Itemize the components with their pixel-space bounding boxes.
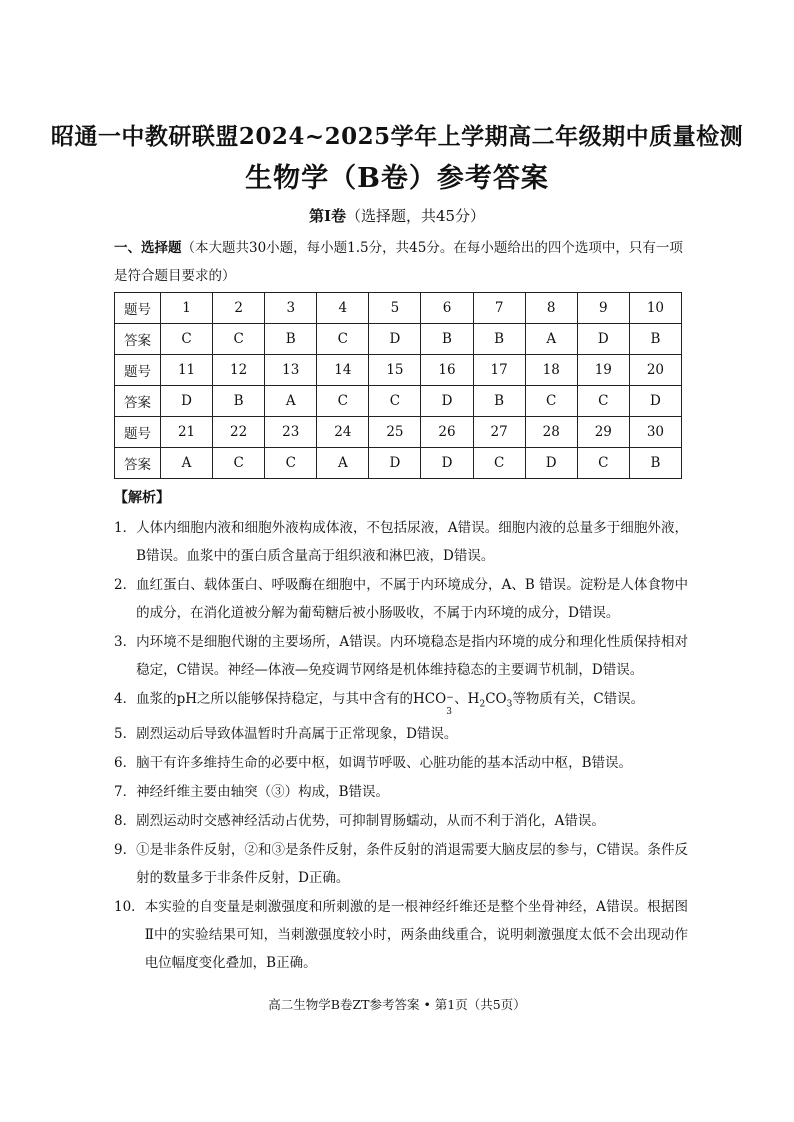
question-number-cell: 2 (213, 293, 265, 324)
answer-cell: B (473, 324, 525, 355)
item-text: 人体内细胞内液和细胞外液构成体液，不包括尿液，A错误。细胞内液的总量多于细胞外液，B错误。血浆中的蛋白质含量高于组织液和淋巴液，D错误。 (136, 520, 688, 564)
answer-cell: A (161, 448, 213, 479)
answer-cell: C (317, 324, 369, 355)
question-number-row (115, 355, 682, 386)
answer-label-cell: 答案 (115, 448, 161, 479)
question-number-cell: 24 (317, 417, 369, 448)
answer-cell: C (577, 386, 629, 417)
superscript: − (446, 693, 454, 703)
question-number-cell: 7 (473, 293, 525, 324)
question-number-cell: 25 (369, 417, 421, 448)
item-text (136, 685, 688, 719)
question-number-cell: 23 (265, 417, 317, 448)
item-text-part: 等物质有关，C错误。 (512, 691, 645, 707)
question-number-cell: 29 (577, 417, 629, 448)
item-number: 10． (114, 898, 145, 915)
answer-cell: D (369, 324, 421, 355)
analysis-item-10 (114, 893, 688, 977)
analysis-item-5 (114, 720, 688, 748)
question-number-cell: 20 (629, 355, 681, 386)
answer-cell: D (421, 448, 473, 479)
item-text-part: 、H (454, 691, 480, 707)
answer-cell: D (161, 386, 213, 417)
analysis-item-2 (114, 571, 688, 627)
item-text: 本实验的自变量是刺激强度和所刺激的是一根神经纤维还是整个坐骨神经，A错误。根据图Ⅱ中的实验结果可知，当刺激强度较小时，两条曲线重合，说明刺激强度太低不会出现动作电位幅度变化叠加，B正确。 (144, 898, 688, 971)
question-number-cell: 16 (421, 355, 473, 386)
item-text: 血红蛋白、载体蛋白、呼吸酶在细胞中，不属于内环境成分，A、B 错误。淀粉是人体食物中的成分，在消化道被分解为葡萄糖后被小肠吸收，不属于内环境的成分，D错误。 (136, 577, 688, 621)
question-number-row (115, 293, 682, 324)
item-number: 1． (114, 520, 137, 536)
answer-cell: D (369, 448, 421, 479)
analysis-list (114, 514, 688, 978)
analysis-item-3 (114, 628, 688, 684)
question-number-cell: 15 (369, 355, 421, 386)
answer-cell: B (213, 386, 265, 417)
item-number: 2． (114, 577, 137, 593)
answer-cell: C (317, 386, 369, 417)
answer-cell: A (317, 448, 369, 479)
question-number-cell: 5 (369, 293, 421, 324)
question-number-cell: 12 (213, 355, 265, 386)
answer-label-cell: 答案 (115, 324, 161, 355)
answer-cell: C (161, 324, 213, 355)
item-text: ①是非条件反射，②和③是条件反射，条件反射的消退需要大脑皮层的参与，C错误。条件反射的数量多于非条件反射，D正确。 (136, 841, 688, 886)
section-instructions-text: （本大题共30小题，每小题1.5分，共45分。在每小题给出的四个选项中，只有一项是符合题目要求的） (114, 240, 683, 284)
analysis-item-4 (114, 685, 688, 719)
answer-cell: C (213, 324, 265, 355)
question-number-cell: 14 (317, 355, 369, 386)
item-number: 9． (114, 841, 137, 858)
subscript: 3 (446, 707, 452, 717)
answer-cell: D (525, 448, 577, 479)
question-number-cell: 6 (421, 293, 473, 324)
answer-label-cell: 答案 (115, 386, 161, 417)
exam-title: 昭通一中教研联盟2024~2025学年上学期高二年级期中质量检测 (50, 123, 744, 150)
subscript: 2 (479, 699, 486, 710)
answer-cell: C (213, 448, 265, 479)
question-number-cell: 8 (525, 293, 577, 324)
question-number-cell: 17 (473, 355, 525, 386)
question-number-cell: 26 (421, 417, 473, 448)
answer-cell: B (629, 448, 681, 479)
section-heading: 一、选择题 (114, 240, 182, 256)
item-text: 内环境不是细胞代谢的主要场所，A错误。内环境稳态是指内环境的成分和理化性质保持相对稳定，C错误。神经—体液—免疫调节网络是机体维持稳态的主要调节机制，D错误。 (136, 634, 688, 678)
analysis-item-7 (114, 778, 688, 806)
page-footer: 高二生物学B卷ZT参考答案 • 第1页（共5页） (268, 997, 526, 1012)
analysis-item-9 (114, 836, 688, 892)
item-text: 神经纤维主要由轴突（③）构成，B错误。 (136, 783, 390, 800)
item-number: 5． (114, 725, 137, 742)
subscript: 3 (506, 699, 513, 710)
answer-row (115, 386, 682, 417)
answer-cell: A (525, 324, 577, 355)
question-label-cell: 题号 (115, 417, 161, 448)
answer-cell: D (629, 386, 681, 417)
item-number: 7． (114, 783, 137, 800)
answer-row (115, 324, 682, 355)
item-text: 剧烈运动后导致体温暂时升高属于正常现象，D错误。 (136, 725, 458, 742)
question-number-cell: 21 (161, 417, 213, 448)
question-number-cell: 13 (265, 355, 317, 386)
analysis-item-1 (114, 514, 688, 570)
answer-table (114, 292, 682, 479)
question-number-cell: 4 (317, 293, 369, 324)
item-text-part: 血浆的pH之所以能够保持稳定，与其中含有的HCO (136, 691, 447, 707)
question-number-cell: 22 (213, 417, 265, 448)
answer-cell: B (421, 324, 473, 355)
answer-cell: B (629, 324, 681, 355)
item-number: 4． (114, 691, 137, 707)
answer-cell: C (525, 386, 577, 417)
item-number: 3． (114, 634, 137, 650)
answer-cell: B (265, 324, 317, 355)
item-text: 脑干有许多维持生命的必要中枢，如调节呼吸、心脏功能的基本活动中枢，B错误。 (136, 754, 633, 771)
question-number-cell: 27 (473, 417, 525, 448)
part-heading (0, 205, 794, 226)
item-text: 剧烈运动时交感神经活动占优势，可抑制胃肠蠕动，从而不利于消化，A错误。 (136, 812, 605, 829)
answer-cell: B (473, 386, 525, 417)
answer-cell: C (577, 448, 629, 479)
question-number-cell: 1 (161, 293, 213, 324)
answer-cell: C (473, 448, 525, 479)
question-number-cell: 11 (161, 355, 213, 386)
question-label-cell: 题号 (115, 355, 161, 386)
answer-cell: C (369, 386, 421, 417)
question-number-cell: 19 (577, 355, 629, 386)
question-number-cell: 10 (629, 293, 681, 324)
subject-title: 生物学（B卷）参考答案 (245, 163, 549, 194)
question-number-row (115, 417, 682, 448)
item-text-part: CO (485, 691, 507, 707)
part-label: 第Ⅰ卷 (308, 207, 346, 225)
answer-cell: D (577, 324, 629, 355)
question-label-cell: 题号 (115, 293, 161, 324)
question-number-cell: 3 (265, 293, 317, 324)
analysis-item-6 (114, 749, 688, 777)
question-number-cell: 18 (525, 355, 577, 386)
question-number-cell: 9 (577, 293, 629, 324)
answer-cell: D (421, 386, 473, 417)
section-instructions (114, 234, 684, 290)
part-description: （选择题，共45分） (345, 207, 486, 225)
answer-row (115, 448, 682, 479)
item-number: 8． (114, 812, 137, 829)
analysis-item-8 (114, 807, 688, 835)
question-number-cell: 30 (629, 417, 681, 448)
analysis-heading: 【解析】 (114, 490, 170, 506)
item-number: 6． (114, 754, 137, 771)
answer-cell: A (265, 386, 317, 417)
answer-cell: C (265, 448, 317, 479)
question-number-cell: 28 (525, 417, 577, 448)
